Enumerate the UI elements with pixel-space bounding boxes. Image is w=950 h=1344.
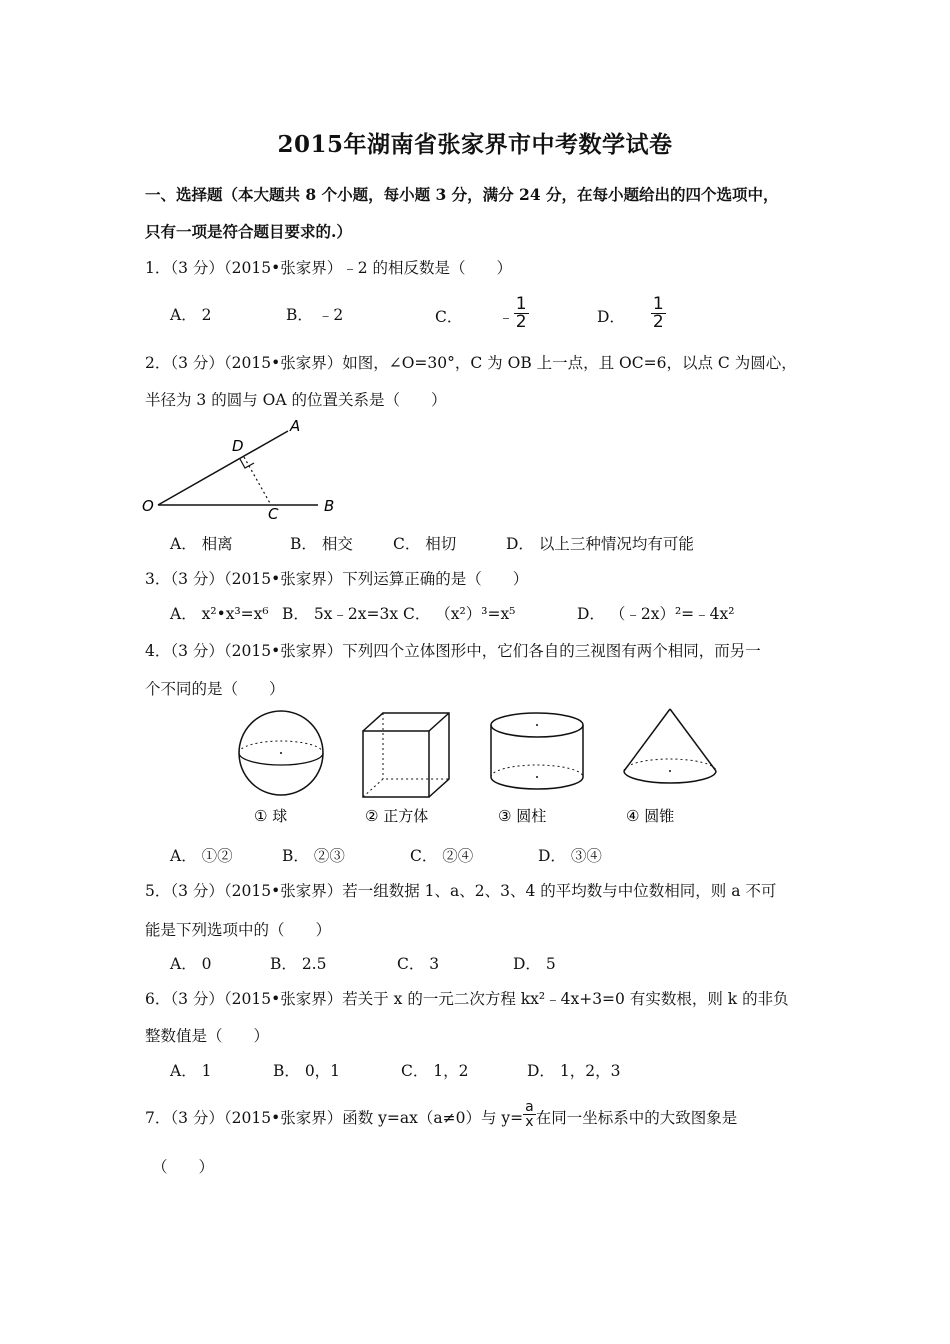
q1-option-c-label: C． (435, 308, 463, 326)
cylinder-shape (491, 713, 583, 789)
q1-option-c-sign: ﹣ (498, 308, 514, 326)
figure-label-c: C (268, 505, 279, 523)
q6-stem-line2: 整数值是（ ） (145, 1027, 270, 1045)
q5-option-d: D． 5 (513, 955, 556, 973)
q4-solids-figure (230, 705, 750, 835)
q6-option-d: D． 1，2，3 (527, 1062, 621, 1080)
q6-option-b: B． 0，1 (273, 1062, 341, 1080)
cube-shape (363, 713, 449, 797)
q3-option-c: C． （x²）³=x⁵ (403, 605, 516, 623)
shape-caption-cube: ② 正方体 (365, 807, 429, 825)
q3-option-d: D． （﹣2x）²=﹣4x² (577, 605, 735, 623)
shape-caption-sphere: ① 球 (254, 807, 288, 825)
q1-option-c-fraction: $\frac{1}{2}$ (515, 294, 527, 332)
q5-option-b: B． 2.5 (270, 955, 327, 973)
section-heading-line1: 一、选择题（本大题共 8 个小题，每小题 3 分，满分 24 分，在每小题给出的四个选项中， (145, 185, 779, 204)
q2-angle-figure (140, 415, 340, 525)
q1-stem: 1．（3 分）（2015•张家界）﹣2 的相反数是（ ） (145, 259, 513, 277)
q2-stem-line2: 半径为 3 的圆与 OA 的位置关系是（ ） (145, 391, 447, 409)
q5-option-a: A． 0 (170, 955, 212, 973)
q5-option-c: C． 3 (397, 955, 440, 973)
cone-shape (624, 709, 716, 783)
figure-label-a: A (290, 417, 301, 435)
q6-stem-line1: 6．（3 分）（2015•张家界）若关于 x 的一元二次方程 kx²﹣4x+3=0 有实数根，则 k 的非负 (145, 990, 789, 1008)
q4-option-b: B． ②③ (282, 847, 345, 865)
q1-option-d-fraction: $\frac{1}{2}$ (652, 294, 664, 332)
q2-option-a: A． 相离 (170, 535, 233, 553)
shape-caption-cylinder: ③ 圆柱 (498, 807, 547, 825)
q1-option-c (435, 294, 529, 332)
sphere-shape (239, 711, 323, 795)
q4-option-c: C． ②④ (410, 847, 474, 865)
q4-option-a: A． ①② (170, 847, 233, 865)
figure-label-d: D (232, 437, 244, 455)
q4-stem-line1: 4．（3 分）（2015•张家界）下列四个立体图形中，它们各自的三视图有两个相同，而另一 (145, 642, 761, 660)
q1-option-a: A． 2 (170, 306, 212, 324)
q7-answer-paren: （ ） (152, 1158, 215, 1176)
q2-stem-line1: 2．（3 分）（2015•张家界）如图，∠O=30°，C 为 OB 上一点，且 OC=6，以点 C 为圆心， (145, 354, 797, 372)
q7-stem-post: 在同一坐标系中的大致图象是 (535, 1109, 738, 1127)
q3-stem: 3．（3 分）（2015•张家界）下列运算正确的是（ ） (145, 570, 529, 588)
q7-stem-pre: 7．（3 分）（2015•张家界）函数 y=ax（a≠0）与 y= (145, 1109, 524, 1127)
q4-stem-line2: 个不同的是（ ） (145, 680, 285, 698)
q2-option-c: C． 相切 (393, 535, 457, 553)
q1-option-d-label: D． (597, 308, 625, 326)
q6-option-c: C． 1，2 (401, 1062, 469, 1080)
shape-caption-cone: ④ 圆锥 (626, 807, 675, 825)
q1-option-d (597, 294, 666, 332)
section-heading-line2: 只有一项是符合题目要求的.） (145, 222, 352, 241)
figure-label-o: O (142, 497, 154, 515)
q7-fraction: $\frac{a}{x}$ (525, 1098, 534, 1130)
q3-option-b: B． 5x﹣2x=3x (282, 605, 399, 623)
q5-stem-line2: 能是下列选项中的（ ） (145, 921, 332, 939)
q1-option-b: B． ﹣2 (286, 306, 344, 324)
q7-stem (145, 1098, 738, 1130)
q2-option-d: D． 以上三种情况均有可能 (506, 535, 694, 553)
figure-label-b: B (324, 497, 335, 515)
q2-option-b: B． 相交 (290, 535, 353, 553)
q5-stem-line1: 5．（3 分）（2015•张家界）若一组数据 1、a、2、3、4 的平均数与中位数相同，则 a 不可 (145, 882, 777, 900)
q4-option-d: D． ③④ (538, 847, 602, 865)
q3-option-a: A． x²•x³=x⁶ (170, 605, 269, 623)
page-title: 2015年湖南省张家界市中考数学试卷 (277, 131, 673, 158)
q6-option-a: A． 1 (170, 1062, 212, 1080)
